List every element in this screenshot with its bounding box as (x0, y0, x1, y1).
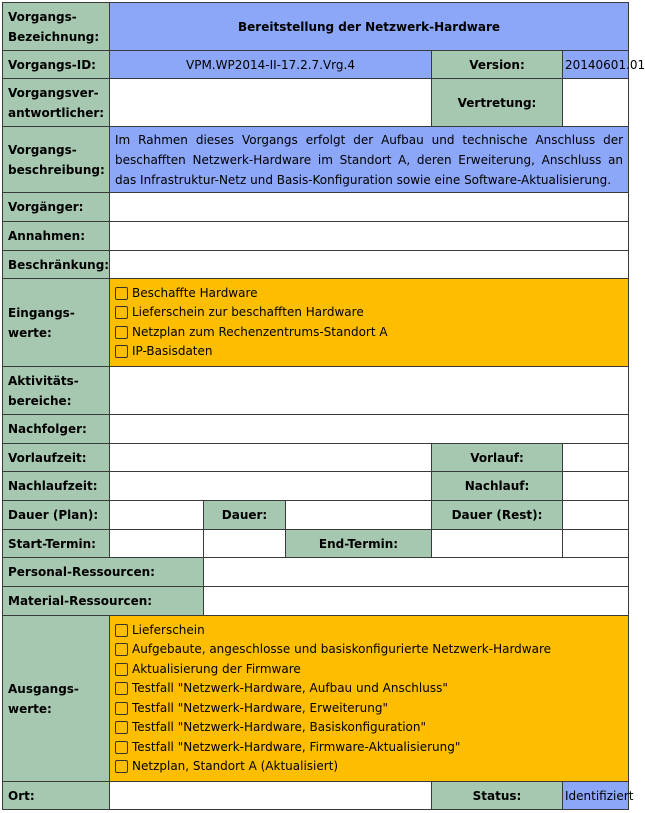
label-eingangswerte-text: Eingangs- werte: (8, 305, 75, 340)
label-nachlaufzeit: Nachlaufzeit: (3, 472, 110, 501)
label-beschreibung-text: Vorgangs- beschreibung: (8, 142, 105, 177)
ausgangswert-label: Lieferschein (132, 622, 205, 637)
label-dauer-plan: Dauer (Plan): (3, 501, 110, 530)
value-nachlauf (563, 472, 629, 501)
eingangswert-label: Netzplan zum Rechenzentrums-Standort A (132, 324, 388, 339)
ausgangswert-label: Aufgebaute, angeschlosse und basiskonfigurierte Netzwerk-Hardware (132, 642, 552, 656)
label-vorlaufzeit: Vorlaufzeit: (3, 444, 110, 472)
checkbox[interactable] (115, 306, 128, 319)
label-vorgaenger: Vorgänger: (3, 193, 110, 222)
ausgangswert-label: Testfall "Netzwerk-Hardware, Basiskonfiguration" (132, 720, 427, 734)
value-personal-ressourcen (204, 558, 629, 587)
label-annahmen: Annahmen: (3, 222, 110, 251)
label-ausgangswerte (3, 616, 110, 782)
status-badge: Identifiziert (563, 782, 629, 810)
ausgangswert-item (115, 738, 623, 758)
value-material-ressourcen (204, 587, 629, 616)
value-beschreibung: Im Rahmen dieses Vorgangs erfolgt der Aufbau und technische Anschluss der beschafften Netzwerk-Hardware im Standort A, deren Erweiterung, Anschluss an das Infrastruktur-Netz und Basis-Konfiguration sowie eine Software-Aktualisierung. (110, 127, 629, 193)
checkbox[interactable] (115, 624, 128, 637)
value-dauer (286, 501, 432, 530)
label-end-termin: End-Termin: (286, 530, 432, 558)
checkbox[interactable] (115, 663, 128, 676)
value-bezeichnung: Bereitstellung der Netzwerk-Hardware (110, 3, 629, 51)
value-nachlaufzeit (110, 472, 432, 501)
value-nachfolger (110, 415, 629, 444)
checkbox[interactable] (115, 702, 128, 715)
label-status: Status: (432, 782, 563, 810)
ausgangswert-item (115, 718, 623, 738)
label-vertretung: Vertretung: (432, 79, 563, 127)
checkbox[interactable] (115, 741, 128, 754)
ausgangswert-label: Netzplan, Standort A (Aktualisiert) (132, 759, 339, 773)
ausgangswert-item (115, 757, 623, 777)
value-vorlauf (563, 444, 629, 472)
checkbox[interactable] (115, 643, 128, 656)
label-dauer-rest: Dauer (Rest): (432, 501, 563, 530)
label-nachfolger: Nachfolger: (3, 415, 110, 444)
value-dauer-rest (563, 501, 629, 530)
eingangswert-label: Beschaffte Hardware (132, 285, 258, 300)
label-vorlauf: Vorlauf: (432, 444, 563, 472)
label-id: Vorgangs-ID: (3, 51, 110, 79)
value-vertretung (563, 79, 629, 127)
label-eingangswerte (3, 279, 110, 367)
label-verantwortlicher-text: Vorgangsver- antwortlicher: (8, 85, 105, 120)
value-aktivitaetsbereiche (110, 367, 629, 415)
label-material-ressourcen: Material-Ressourcen: (3, 587, 204, 616)
ausgangswert-item (115, 660, 623, 680)
value-start-termin (110, 530, 204, 558)
label-aktivitaetsbereiche-text: Aktivitäts- bereiche: (8, 373, 79, 408)
value-ort (110, 782, 432, 810)
ausgangswert-item (115, 621, 623, 641)
eingangswert-item (115, 284, 623, 304)
label-ort: Ort: (3, 782, 110, 810)
value-version: 20140601.01 (563, 51, 629, 79)
value-annahmen (110, 222, 629, 251)
value-dauer-plan (110, 501, 204, 530)
ausgangswert-label: Testfall "Netzwerk-Hardware, Firmware-Aktualisierung" (132, 739, 461, 754)
checkbox[interactable] (115, 345, 128, 358)
label-start-termin: Start-Termin: (3, 530, 110, 558)
label-bezeichnung-text: Vorgangs- Bezeichnung: (8, 9, 100, 44)
value-beschraenkung (110, 251, 629, 279)
checkbox[interactable] (115, 682, 128, 695)
eingangswert-item (115, 342, 623, 362)
label-nachlauf: Nachlauf: (432, 472, 563, 501)
value-vorlaufzeit (110, 444, 432, 472)
checkbox[interactable] (115, 721, 128, 734)
eingangswert-label: Lieferschein zur beschafften Hardware (132, 305, 364, 319)
label-dauer: Dauer: (204, 501, 286, 530)
ausgangswerte-list (110, 616, 629, 782)
ausgangswert-item (115, 640, 623, 660)
label-version: Version: (432, 51, 563, 79)
value-end-termin-extra (563, 530, 629, 558)
ausgangswert-label: Testfall "Netzwerk-Hardware, Erweiterung" (132, 700, 388, 715)
checkbox[interactable] (115, 760, 128, 773)
label-beschreibung (3, 127, 110, 193)
label-verantwortlicher (3, 79, 110, 127)
value-id: VPM.WP2014-II-17.2.7.Vrg.4 (110, 51, 432, 79)
label-ausgangswerte-text: Ausgangs- werte: (8, 681, 79, 716)
eingangswerte-list (110, 279, 629, 367)
value-vorgaenger (110, 193, 629, 222)
value-start-termin-extra (204, 530, 286, 558)
vorgang-form (2, 2, 645, 810)
value-end-termin (432, 530, 563, 558)
label-aktivitaetsbereiche (3, 367, 110, 415)
eingangswert-item (115, 323, 623, 343)
value-verantwortlicher (110, 79, 432, 127)
ausgangswert-item (115, 679, 623, 699)
label-bezeichnung (3, 3, 110, 51)
ausgangswert-item (115, 699, 623, 719)
checkbox[interactable] (115, 287, 128, 300)
eingangswert-item (115, 303, 623, 323)
ausgangswert-label: Testfall "Netzwerk-Hardware, Aufbau und Anschluss" (132, 681, 448, 695)
ausgangswert-label: Aktualisierung der Firmware (132, 661, 301, 676)
checkbox[interactable] (115, 326, 128, 339)
label-beschraenkung: Beschränkung: (3, 251, 110, 279)
label-personal-ressourcen: Personal-Ressourcen: (3, 558, 204, 587)
eingangswert-label: IP-Basisdaten (132, 344, 213, 358)
